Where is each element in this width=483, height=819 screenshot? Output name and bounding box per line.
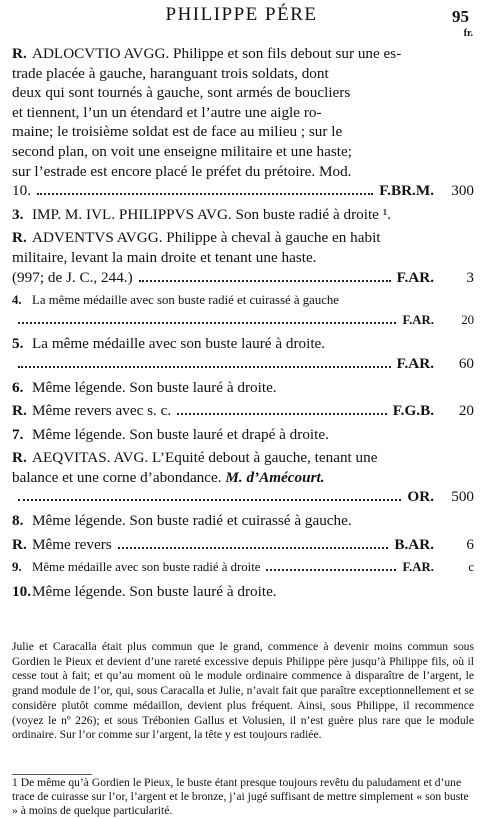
entry-tail: (997; de J. C., 244.) <box>12 268 133 286</box>
entry-line: et tiennent, l’un un étendard et l’autre une aigle ro- <box>12 103 322 121</box>
price: 3 <box>466 268 474 286</box>
rarity-code: F.AR. <box>402 560 434 575</box>
price: 20 <box>461 312 474 327</box>
catalogue-entry <box>12 334 474 373</box>
entry-line: ADLOCVTIO AVGG. Philippe et son fils debout sur une es- <box>32 45 402 62</box>
entry-text: La même médaille avec son buste radié et cuirassé à gauche <box>32 293 339 308</box>
entry-number: 6. <box>12 378 24 396</box>
leader-dots <box>139 280 391 282</box>
entry-number: 8. <box>12 512 24 530</box>
rarity-code: F.AR. <box>396 268 434 286</box>
catalogue-entry <box>12 535 474 555</box>
running-title: PHILIPPE PÉRE <box>165 4 318 25</box>
catalogue-entry <box>12 44 474 201</box>
price: 20 <box>458 402 474 420</box>
rarity-code: F.AR. <box>396 354 434 372</box>
entry-number: 10. <box>12 582 31 600</box>
leader-dots <box>118 547 389 549</box>
footnote-rule <box>12 774 92 775</box>
collection-name: M. d’Amécourt. <box>225 468 325 486</box>
entry-text: Même revers <box>32 535 112 553</box>
entry-number: 9. <box>12 560 22 575</box>
price: c <box>468 560 474 575</box>
catalogue-entry <box>12 228 474 287</box>
catalogue-entry <box>12 291 474 330</box>
page-number: 95 <box>452 7 469 26</box>
reverse-marker: R. <box>12 535 27 553</box>
entry-line: ADVENTVS AVGG. Philippe à cheval à gauche en habit <box>32 229 381 247</box>
entry-line: second plan, on voit une enseigne militaire et une haste; <box>12 142 352 160</box>
entry-text: Même légende. Son buste radié et cuirassé à gauche. <box>32 512 352 530</box>
catalogue-body <box>12 44 474 605</box>
rarity-code: B.AR. <box>394 535 434 553</box>
reverse-marker: R. <box>12 402 27 420</box>
catalogue-entry <box>12 205 474 225</box>
leader-dots <box>18 366 391 368</box>
catalogue-entry <box>12 582 474 602</box>
reverse-marker: R. <box>12 229 27 247</box>
price: 6 <box>466 535 474 553</box>
catalogue-entry <box>12 378 474 398</box>
price: 300 <box>451 182 474 200</box>
footnote-1: 1 De même qu’à Gordien le Pieux, le buste étant presque toujours revêtu du paludament et d’une trace de cuirasse sur l’or, l’argent et le bronze, j’ai jugé suffisant de mettre simplement « son buste » à moins de quelque particularité. <box>12 776 469 818</box>
rarity-code: F.G.B. <box>392 402 434 420</box>
entry-line: trade placée à gauche, haranguant trois soldats, dont <box>12 64 329 82</box>
entry-number: 3. <box>12 205 24 223</box>
reverse-marker: R. <box>12 449 27 467</box>
leader-dots <box>18 499 401 501</box>
entry-text: La même médaille avec son buste lauré à droite. <box>32 335 326 353</box>
entry-text: IMP. M. IVL. PHILIPPVS AVG. Son buste radié à droite ¹. <box>32 205 392 223</box>
catalogue-entry <box>12 425 474 445</box>
catalogue-entry <box>12 401 474 421</box>
entry-number: 7. <box>12 425 24 443</box>
entry-text: Même légende. Son buste lauré à droite. <box>32 582 277 600</box>
entry-line: militaire, levant la main droite et tenant une haste. <box>12 248 317 266</box>
leader-dots <box>177 413 387 415</box>
catalogue-entry <box>12 448 474 507</box>
price: 60 <box>458 354 474 372</box>
entry-number: 4. <box>12 293 22 308</box>
leader-dots <box>37 193 373 195</box>
entry-text: Même revers avec s. c. <box>32 402 172 420</box>
rarity-code: F.AR. <box>402 312 434 327</box>
footnote-continuation: Julie et Caracalla était plus commun que le grand, commence à devenir moins commun sous Gordien le Pieux et devient d’une rareté excessive depuis Philippe père jusqu’à Philippe fils, où il cesse tout à fait; et qu’au moment où le module ordinaire commence à disparaître de l’argent, le grand module de l’or, qui, sous Caracalla et Julie, n’avait fait que paraître exceptionnellement et se considère plutôt comme médaillon, devient plus fréquent. Ainsi, sous Philippe, il recommence (voyez le nº 226); et sous Trébonien Gallus et Volusien, il n’est guère plus rare que le module ordinaire. Sur l’or comme sur l’argent, la tête y est toujours radiée. <box>12 640 474 742</box>
entry-line: sur l’estrade est encore placé le préfet du prétoire. Mod. <box>12 162 352 180</box>
entry-tail: 10. <box>12 182 31 200</box>
entry-text: Même légende. Son buste lauré et drapé à droite. <box>32 425 329 443</box>
catalogue-entry <box>12 558 474 578</box>
entry-line: balance et une corne d’abondance. <box>12 468 222 486</box>
entry-line: AEQVITAS. AVG. L’Equité debout à gauche, tenant une <box>32 449 378 467</box>
entry-line: deux qui sont tournés à gauche, sont armés de boucliers <box>12 84 351 102</box>
catalogue-entry <box>12 511 474 531</box>
unit-label: fr. <box>463 28 473 39</box>
rarity-code: F.BR.M. <box>379 182 434 200</box>
rarity-code: OR. <box>407 488 434 506</box>
leader-dots <box>18 322 396 324</box>
price: 500 <box>451 488 474 506</box>
entry-number: 5. <box>12 335 24 353</box>
entry-line: maine; le troisième soldat est de face au milieu ; sur le <box>12 123 343 141</box>
reverse-marker: R. <box>12 45 27 62</box>
entry-text: Même légende. Son buste lauré à droite. <box>32 378 277 396</box>
leader-dots <box>266 569 396 571</box>
entry-text: Même médaille avec son buste radié à droite <box>32 560 261 575</box>
